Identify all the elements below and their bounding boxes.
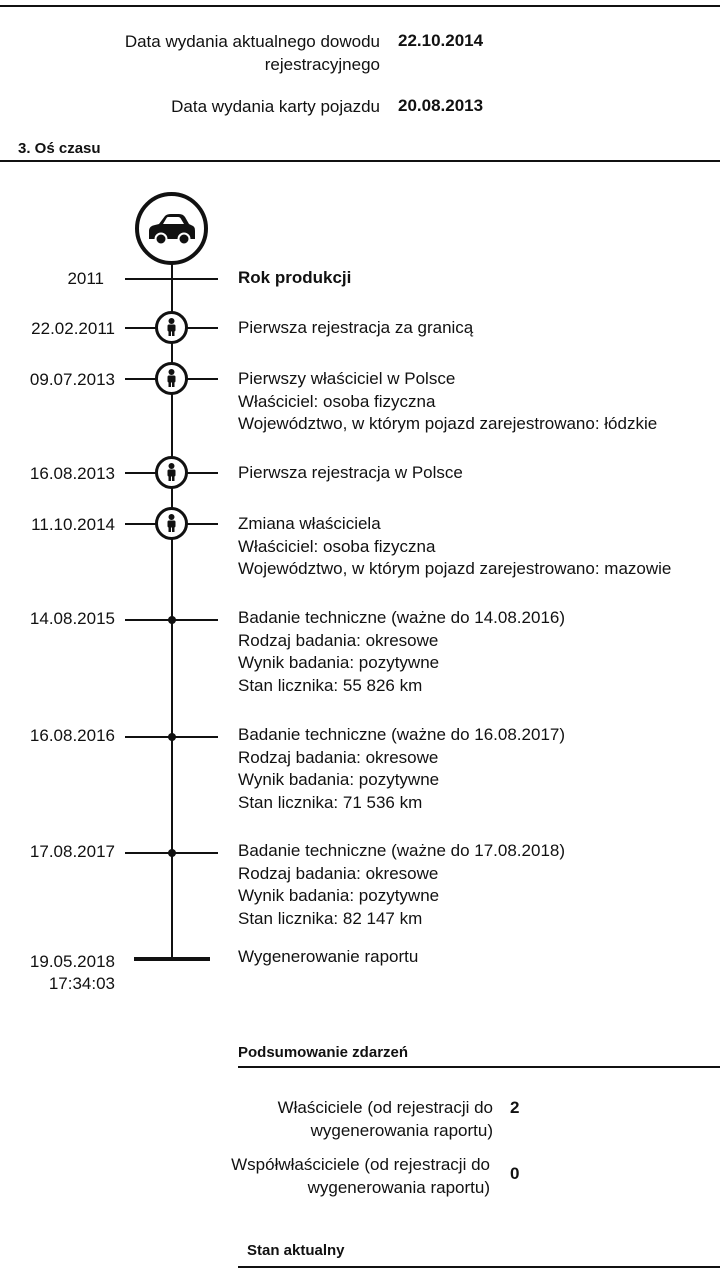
production-date: 2011 [67, 269, 104, 288]
report-date: 19.05.2018 [29, 952, 115, 971]
event-date: 16.08.2016 [29, 726, 115, 745]
event-text [238, 607, 565, 697]
section-title: 3. Oś czasu [18, 140, 101, 157]
timeline-end-bar [134, 957, 210, 961]
event-line: Pierwszy właściciel w Polsce [238, 369, 456, 388]
event-text [238, 513, 671, 581]
event-dot [168, 616, 176, 624]
production-label-text: Rok produkcji [238, 268, 352, 287]
event-text [238, 462, 463, 485]
event-text [238, 724, 565, 814]
section-rule [0, 160, 720, 162]
issue-date-card-value: 20.08.2013 [398, 96, 484, 115]
event-line: Wynik badania: pozytywne [238, 653, 440, 672]
event-line: Województwo, w którym pojazd zarejestrowano: łódzkie [238, 414, 658, 433]
event-line: Pierwsza rejestracja za granicą [238, 318, 474, 337]
event-dot [168, 849, 176, 857]
person-icon [155, 311, 188, 344]
production-label [238, 267, 351, 290]
current-rule [238, 1266, 720, 1268]
event-line: Stan licznika: 55 826 km [238, 675, 423, 695]
production-tick [125, 278, 218, 280]
report-label [238, 946, 418, 969]
event-line: Badanie techniczne (ważne do 16.08.2017) [238, 725, 566, 744]
coowners-value: 0 [510, 1164, 520, 1183]
person-icon [155, 362, 188, 395]
event-line: Badanie techniczne (ważne do 14.08.2016) [238, 608, 566, 627]
event-text [238, 368, 657, 436]
event-line: Stan licznika: 71 536 km [238, 792, 423, 812]
event-line: Rodzaj badania: okresowe [238, 747, 439, 767]
event-line: Zmiana właściciela [238, 514, 381, 533]
issue-date-card-label: Data wydania karty pojazdu [171, 97, 380, 116]
event-line: Stan licznika: 82 147 km [238, 908, 423, 928]
person-icon [155, 507, 188, 540]
event-date: 17.08.2017 [29, 842, 115, 861]
owners-value: 2 [510, 1098, 520, 1117]
person-icon [155, 456, 188, 489]
car-icon [135, 192, 208, 265]
event-line: Wynik badania: pozytywne [238, 886, 440, 905]
current-title: Stan aktualny [247, 1242, 345, 1259]
event-date: 22.02.2011 [31, 319, 115, 338]
event-text [238, 840, 565, 930]
event-line: Rodzaj badania: okresowe [238, 630, 439, 650]
event-date: 11.10.2014 [31, 515, 115, 534]
report-label-text: Wygenerowanie raportu [238, 947, 419, 966]
report-time: 17:34:03 [48, 974, 115, 993]
summary-title: Podsumowanie zdarzeń [238, 1044, 409, 1061]
event-dot [168, 733, 176, 741]
owners-label: Właściciele (od rejestracji do wygenerowania raportu) [277, 1098, 493, 1140]
summary-rule [238, 1066, 720, 1068]
event-text [238, 317, 473, 340]
issue-date-registration-label: Data wydania aktualnego dowodu rejestracyjnego [124, 32, 380, 74]
event-line: Rodzaj badania: okresowe [238, 863, 439, 883]
event-date: 16.08.2013 [29, 464, 115, 483]
coowners-label: Współwłaściciele (od rejestracji do wygenerowania raportu) [231, 1155, 490, 1197]
event-line: Województwo, w którym pojazd zarejestrowano: mazowie [238, 559, 672, 578]
issue-date-registration-value: 22.10.2014 [398, 31, 484, 50]
event-date: 14.08.2015 [29, 609, 115, 628]
top-rule [0, 5, 720, 7]
event-line: Pierwsza rejestracja w Polsce [238, 463, 463, 482]
event-line: Wynik badania: pozytywne [238, 770, 440, 789]
event-line: Właściciel: osoba fizyczna [238, 536, 436, 556]
event-line: Badanie techniczne (ważne do 17.08.2018) [238, 841, 566, 860]
event-date: 09.07.2013 [29, 370, 115, 389]
event-line: Właściciel: osoba fizyczna [238, 391, 436, 411]
